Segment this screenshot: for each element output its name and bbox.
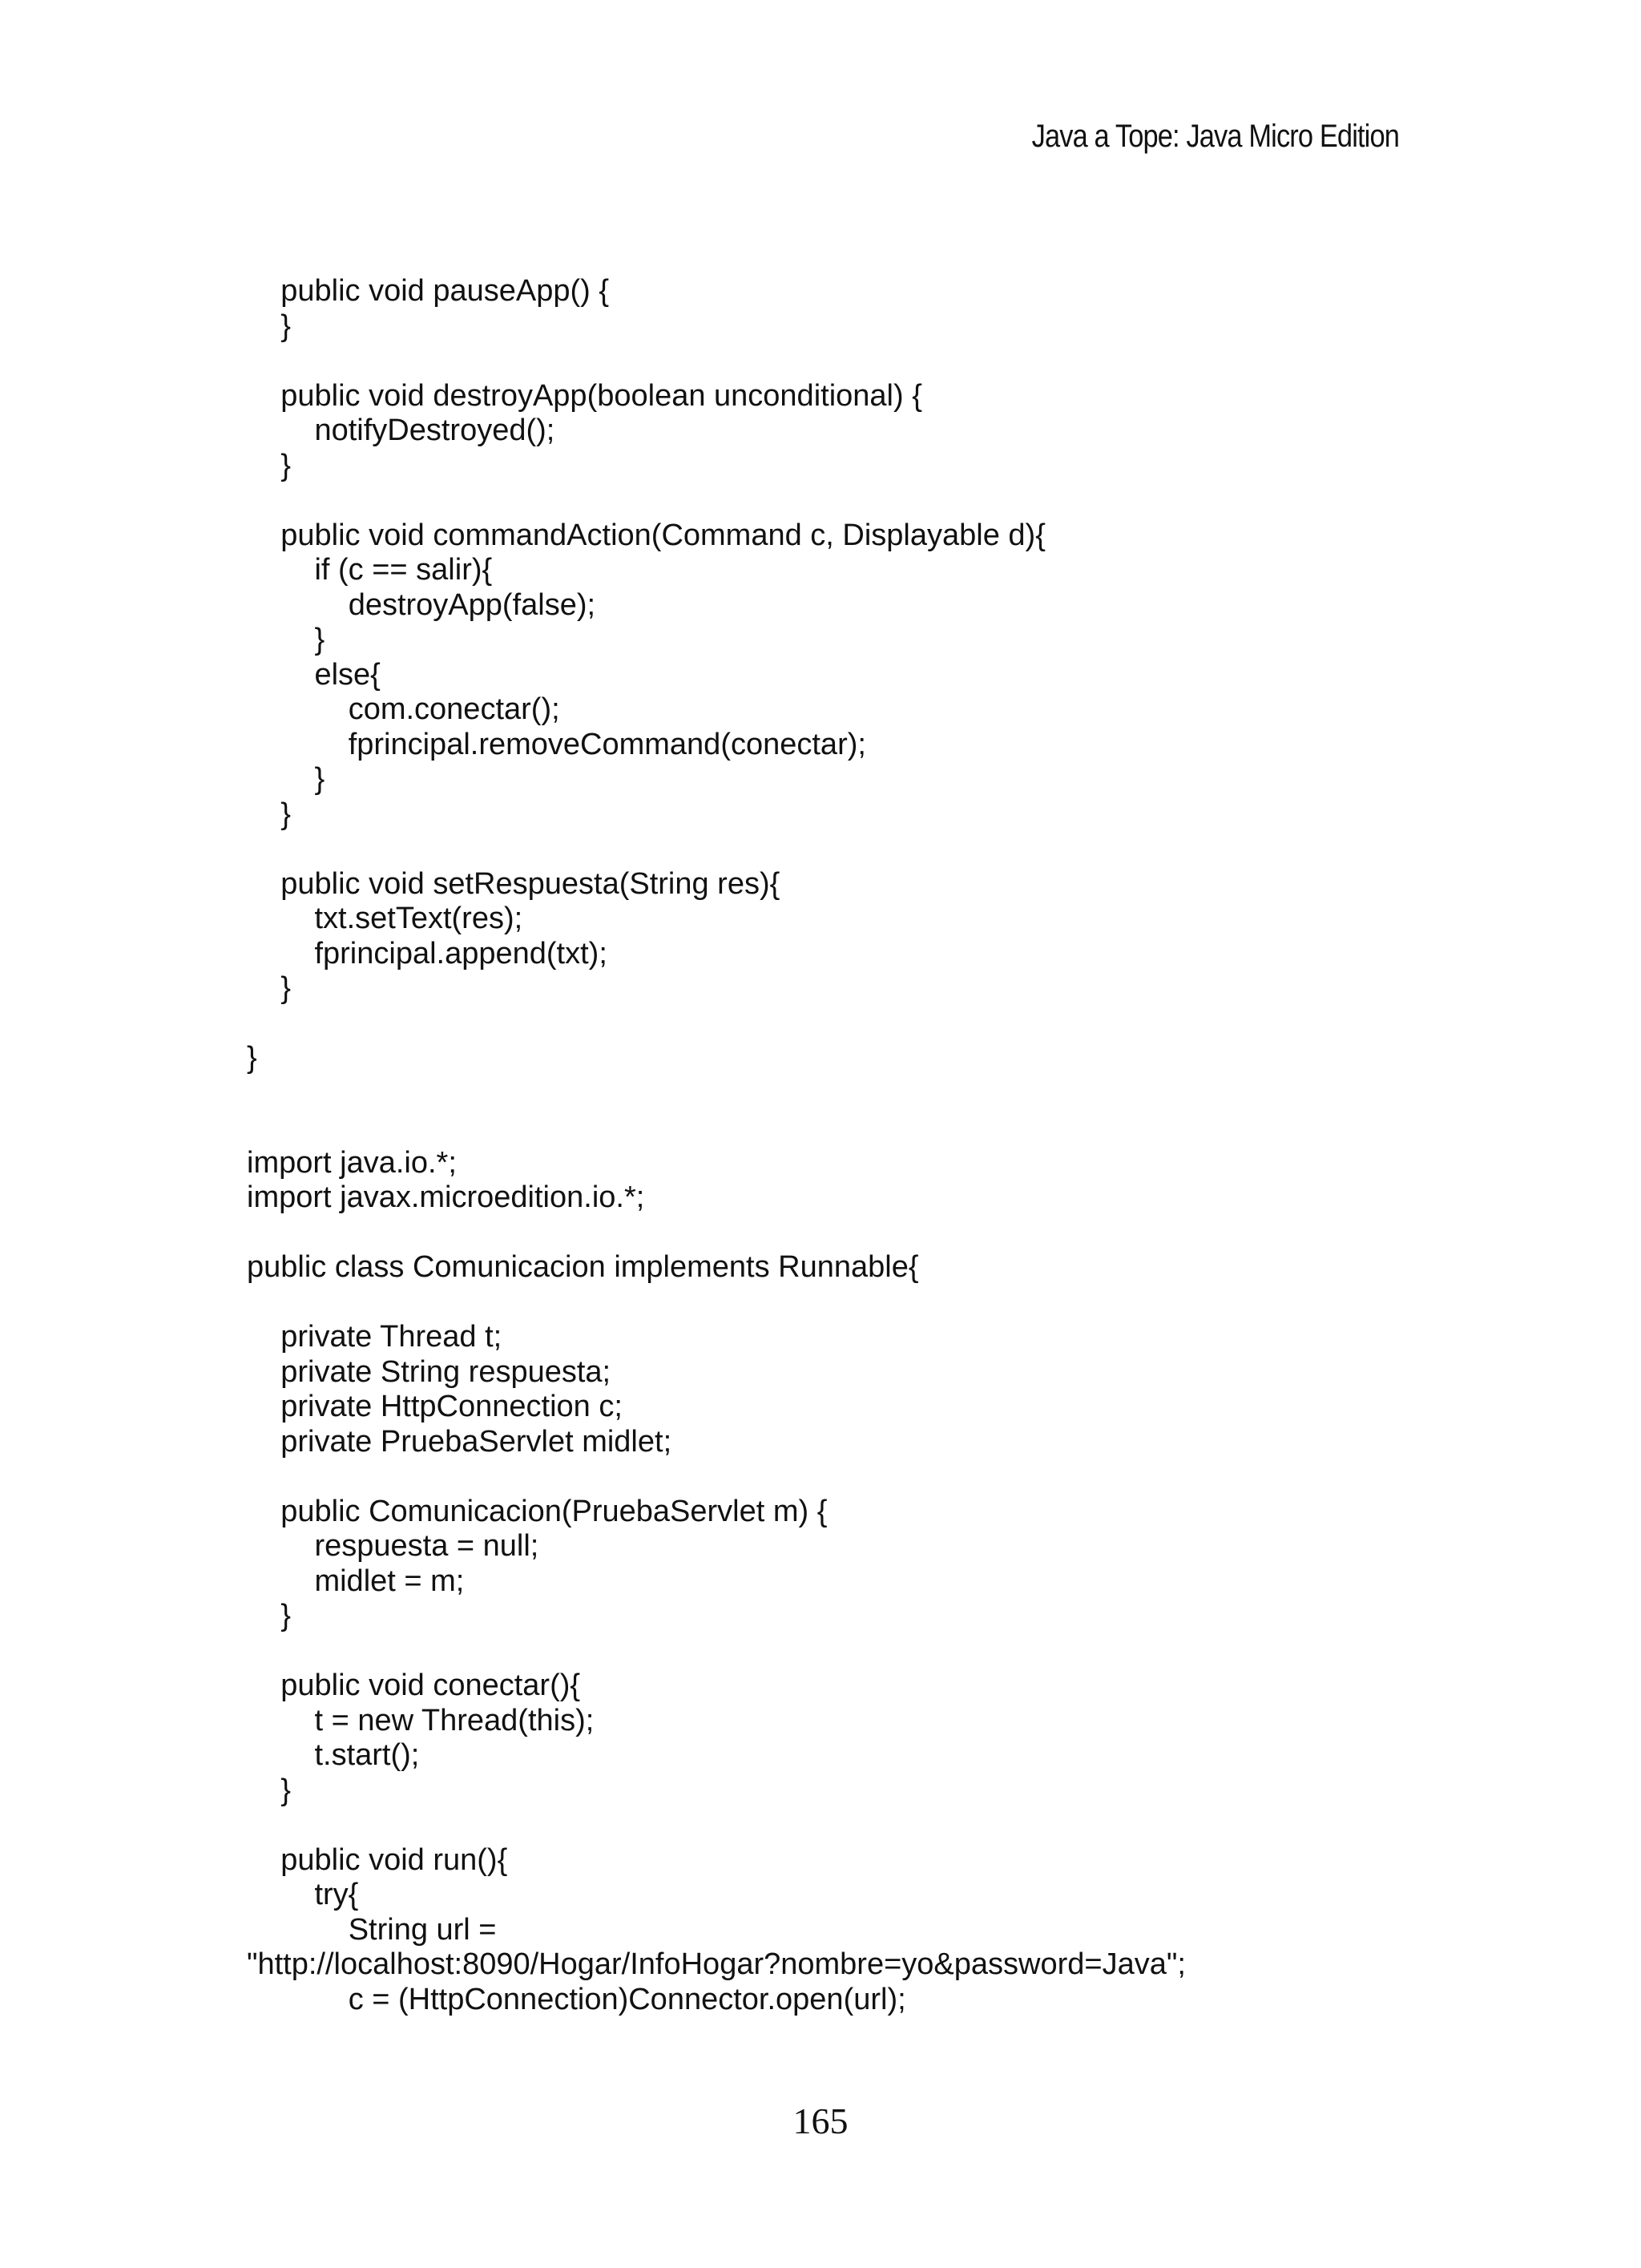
- code-line: [247, 1076, 1186, 1112]
- code-line: import java.io.*;: [247, 1145, 457, 1180]
- code-line: [247, 1285, 1186, 1321]
- code-line: [247, 832, 1186, 867]
- code-line: [247, 1111, 1186, 1146]
- code-line: try{: [247, 1878, 359, 1911]
- code-line: com.conectar();: [247, 692, 560, 726]
- code-listing: [247, 274, 1186, 2017]
- code-line: midlet = m;: [247, 1564, 465, 1598]
- code-line: import javax.microedition.io.*;: [247, 1180, 645, 1214]
- code-line: }: [247, 762, 325, 796]
- code-line: }: [247, 1773, 291, 1807]
- code-line: }: [247, 797, 291, 831]
- code-line: [247, 344, 1186, 379]
- code-line: public void commandAction(Command c, Displayable d){: [247, 518, 1046, 552]
- code-line: "http://localhost:8090/Hogar/InfoHogar?nombre=yo&password=Java";: [247, 1947, 1186, 1981]
- code-line: [247, 1216, 1186, 1251]
- code-line: t.start();: [247, 1738, 420, 1772]
- code-line: t = new Thread(this);: [247, 1703, 595, 1737]
- code-line: [247, 1459, 1186, 1495]
- code-line: }: [247, 1599, 291, 1632]
- code-line: respuesta = null;: [247, 1529, 539, 1563]
- code-line: if (c == salir){: [247, 553, 493, 587]
- code-line: public void conectar(){: [247, 1669, 581, 1702]
- code-line: [247, 1808, 1186, 1843]
- code-line: }: [247, 623, 325, 656]
- page-number: 165: [792, 2101, 849, 2141]
- code-line: txt.setText(res);: [247, 902, 523, 935]
- code-line: destroyApp(false);: [247, 587, 596, 622]
- code-line: }: [247, 1041, 257, 1075]
- code-line: public class Comunicacion implements Runnable{: [247, 1250, 919, 1284]
- code-line: String url =: [247, 1912, 497, 1947]
- code-line: [247, 483, 1186, 519]
- code-line: private Thread t;: [247, 1320, 502, 1354]
- code-line: [247, 1634, 1186, 1669]
- code-line: private HttpConnection c;: [247, 1390, 623, 1423]
- code-line: public Comunicacion(PruebaServlet m) {: [247, 1494, 828, 1528]
- code-line: fprincipal.removeCommand(conectar);: [247, 727, 866, 761]
- code-line: private PruebaServlet midlet;: [247, 1424, 672, 1459]
- code-line: public void destroyApp(boolean unconditional) {: [247, 378, 922, 413]
- code-line: c = (HttpConnection)Connector.open(url);: [247, 1982, 906, 2016]
- code-line: public void setRespuesta(String res){: [247, 866, 780, 901]
- code-line: private String respuesta;: [247, 1354, 611, 1389]
- code-line: }: [247, 309, 291, 343]
- code-line: }: [247, 448, 291, 482]
- code-line: notifyDestroyed();: [247, 414, 555, 447]
- code-line: fprincipal.append(txt);: [247, 936, 607, 971]
- code-line: else{: [247, 657, 381, 692]
- code-line: public void run(){: [247, 1842, 508, 1877]
- code-line: [247, 1007, 1186, 1042]
- code-line: }: [247, 971, 291, 1005]
- running-header: Java a Tope: Java Micro Edition: [1031, 119, 1399, 154]
- code-line: public void pauseApp() {: [247, 274, 610, 308]
